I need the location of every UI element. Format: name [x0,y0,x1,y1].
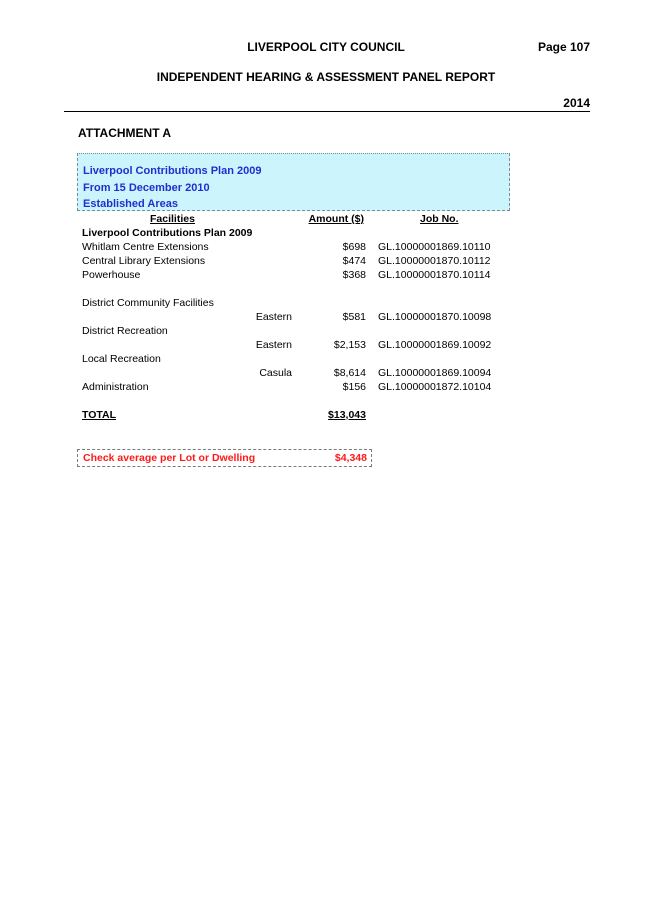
facility-amount: $581 [342,311,366,323]
facility-area: Casula [259,367,292,379]
check-average-box [77,449,372,467]
section-title: Liverpool Contributions Plan 2009 [82,227,253,239]
facility-job-number: GL.10000001870.10098 [378,311,492,323]
facilities-header: Facilities [150,213,195,225]
check-average-value: $4,348 [334,452,367,464]
council-name: LIVERPOOL CITY COUNCIL [247,40,405,54]
amount-header: Amount ($) [308,213,364,225]
facility-amount: $8,614 [333,367,366,379]
total-amount: $13,043 [328,409,366,421]
facility-name: Local Recreation [82,353,161,365]
facility-name: Powerhouse [82,269,141,281]
facility-name: Central Library Extensions [82,255,206,267]
facility-amount: $698 [342,241,366,253]
job-number-header: Job No. [420,213,459,225]
facility-name: Administration [82,381,149,393]
facility-amount: $474 [342,255,366,267]
report-year: 2014 [563,96,590,110]
check-average-label: Check average per Lot or Dwelling [83,452,256,464]
facility-name: District Community Facilities [82,297,214,309]
facility-job-number: GL.10000001869.10094 [378,367,492,379]
facility-amount: $2,153 [333,339,366,351]
facility-area: Eastern [255,339,292,351]
facility-job-number: GL.10000001870.10114 [378,269,491,281]
attachment-heading: ATTACHMENT A [78,126,172,140]
facility-job-number: GL.10000001872.10104 [378,381,492,393]
page-number: Page 107 [537,40,590,54]
facility-amount: $156 [342,381,366,393]
report-title: INDEPENDENT HEARING & ASSESSMENT PANEL REPORT [156,70,496,84]
plan-info-box [77,153,510,211]
facility-job-number: GL.10000001869.10092 [378,339,492,351]
facility-amount: $368 [342,269,366,281]
plan-name: Liverpool Contributions Plan 2009 [83,165,262,177]
facility-name: District Recreation [82,325,168,337]
facility-job-number: GL.10000001870.10112 [378,255,491,267]
total-label: TOTAL [82,409,117,421]
facility-name: Whitlam Centre Extensions [82,241,209,253]
plan-start-date: From 15 December 2010 [83,182,210,194]
facility-area: Eastern [255,311,292,323]
header-divider [64,111,590,112]
facility-job-number: GL.10000001869.10110 [378,241,491,253]
plan-area: Established Areas [83,198,178,210]
